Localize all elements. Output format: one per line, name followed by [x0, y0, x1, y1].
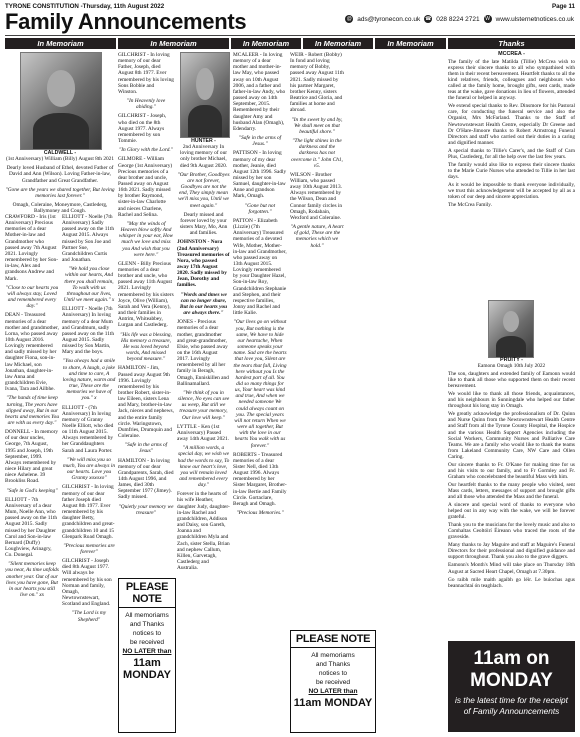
- pruity-para-5: Our heartfelt thanks to the many people who visited, sent Mass cards, letters, messages of support and brought gifts and all those who attended the Mass and the funeral.: [448, 481, 575, 500]
- page-title: Family Announcements: [5, 9, 247, 34]
- mccrea-para-4: The family would also like to express their sincere thanks to the Marie Curie Nurses who attended to Tillie in her last days.: [448, 161, 575, 180]
- notice-hamilton-a: HAMILTON - Jim, Passed away August 9th 1996. Lovingly remembered by his brother Robert, sister-in-law Eileen, sisters Lena and Mary, brother-in-law Jack, nieces and nephews, and the entire family circle. Waringstown, Dumfries, Drumquin and Coleraine.: [118, 365, 174, 440]
- hunter-text: Dearly missed and forever loved by your sisters Mary, Mo, Ann and families.: [179, 211, 228, 237]
- pruity-para-8: Many thanks to Jay Maguire and staff at Maguire's Funeral Directors for their professional and dignified guidance and support throughout. Thank you also to the grave diggers.: [448, 542, 575, 561]
- column-f: [290, 52, 344, 342]
- section-band-in-memoriam-2: In Memoriam: [118, 38, 229, 49]
- please-note-heading: PLEASE NOTE: [291, 631, 375, 648]
- page-number: Page 11: [551, 3, 575, 10]
- verse-gilchrist-a: "Precious memories are forever": [63, 542, 115, 555]
- verse-roberts: "Precious Memories.": [236, 510, 284, 517]
- notice-gilchrist-a: GILCHRIST - In loving memory of our dear father Joseph died August 8th 1977. Ever remembered by his daughter Betty, grandchildren and great-grandchildren 10 and 15 Glenpark Road Omagh.: [62, 484, 115, 540]
- caldwell-place: Omagh, Coleraine, Moneymore, Castlederg, Ballymoney and Cough.: [12, 202, 108, 215]
- thanks-mccrea: [448, 51, 575, 296]
- mccrea-para-5: As it would be impossible to thank everyone individually, we trust this acknowledgement will be accepted by all as a token of our deep and sincere appreciation.: [448, 181, 575, 201]
- pruity-para-10: Go raibh mile maith agaibh go léir. Le buíochas agus beannachtaí ón teaghlach.: [448, 576, 575, 589]
- notice-elliott-d: ELLIOTT - (7th Anniversary) In loving memory of Granny Noelle Elliott, who died on 11th August 2015. Always remembered by her Granddaughters Sarah and Laura Porter.: [62, 404, 114, 454]
- verse-gilmore: "May the winds of Heaven blow softly And whisper in your ear, How much we love and miss you And wish that you were here.": [118, 220, 174, 258]
- verse-jones: "We think of you in silence, No eyes can see us weep, But still we treasure your memory, Our love will keep.": [177, 389, 230, 421]
- thanks-pruity: [448, 357, 575, 639]
- please-note-line-2: and Thanks: [315, 661, 351, 668]
- paper-dateline: TYRONE CONSTITUTION -Thursday, 11th August 2022: [5, 3, 165, 10]
- pruity-para-1: The son, daughters and extended family of Eamonn would like to thank all those who supported them on their recent bereavement.: [448, 371, 575, 390]
- hunter-photo: [180, 52, 230, 138]
- please-note-line-3: notices to: [132, 630, 162, 637]
- column-e: [233, 52, 287, 627]
- verse-weir-2: "The light shines in the darkness and the darkness has not overcome it." John Ch1, v5.: [291, 138, 343, 169]
- deadline-line-1: 11am on: [473, 648, 550, 669]
- pruity-para-6: A sincere and special word of thanks to everyone who helped out in any way with the wake, we will be forever grateful.: [448, 502, 575, 521]
- please-note-line-3: notices to: [318, 670, 348, 677]
- verse-elliott-c: "You always had a smile to share, A laugh, a joke and time to care, A loving nature, warm and true, These are the memories we have of you." x: [62, 358, 116, 402]
- hunter-heading: HUNTER -: [191, 138, 216, 144]
- notice-mcaleer: MCALEER - In loving memory of a dear mother and mother-in-law May, who passed away on 10th August 2006, and a father and father-in-law Andy, who passed away on 14th September, 2015. Remembered by their daughter Amy and husband Alan (Omagh), Edendarry.: [233, 52, 286, 132]
- pruity-photo: [488, 300, 534, 358]
- deadline-line-2: MONDAY: [470, 670, 553, 691]
- pruity-para-7: Thank you to the musicians for the lovely music and also to Comhaltas Ceoltóirí Éireann who traced the roots of the graveside.: [448, 522, 575, 541]
- web-icon: W: [485, 16, 490, 22]
- verse-wilson: "A gentle nature, A heart of gold, These are the memories which we hold.": [290, 224, 344, 249]
- contact-phone[interactable]: 028 8224 2721: [436, 15, 480, 23]
- section-band-in-memoriam-5: In Memoriam: [375, 38, 446, 49]
- verse-gilchrist-c: "In Heavenly love abiding.": [126, 98, 166, 111]
- notice-weir: WEIR - Robert (Bobby) In fond and loving memory of Bobby, passed away August 11th 2021. Sadly missed by his partner Margaret, brother Kenny, sisters Beatrice and Gloria, and families at home and abroad.: [290, 52, 344, 114]
- notice-patton: PATTON - Elizabeth (Lizzie) (7th Anniversary) Treasured memories of a devoted Wife, Mother, Mother-in-law and Grandmother, who passed away on 13th August 2015. Lovingly remembered by your Daughter Hazel, Son-in-law Roy, Grandchildren Stephanie and Stephen, and their respective families, Jonny and Rachel and little Kalie.: [233, 217, 287, 317]
- notice-elliott-c: ELLIOTT - Noelle (7th Anniversary) In loving memory of a dear Mum and Grandmum, sadly passed away on the 11th August 2015. Sadly missed by Son Martin, Mary and the boys.: [62, 306, 115, 356]
- contact-strip: [345, 15, 574, 23]
- notice-crawford: CRAWFORD - Iris (1st Anniversary) Precious memories of a dear Mother-in-law and Grandmother who passed away 7th August 2021. Lovingly remembered by her Son-in-law, Alex and grandsons Andrew and Mark.: [5, 214, 58, 282]
- verse-hamilton-b: "Quietly your memory we treasure": [118, 503, 174, 516]
- verse-mcaleer: "Safe in the arms of Jesus.": [238, 135, 282, 148]
- column-a: [5, 214, 59, 734]
- pruity-sub: Eamonn Omagh 10th July 2022: [477, 363, 546, 370]
- caldwell-text: Dearly loved Husband of Ethel, devoted Father of David and Ann (Wilson). Loving Father-in-law, Grandfather and Great Grandfather.: [6, 165, 114, 184]
- column-b: [62, 214, 116, 734]
- column-c: [118, 52, 174, 572]
- verse-donnell: "Safe in God's keeping": [6, 487, 58, 494]
- please-note-line-4: be received: [315, 679, 351, 686]
- please-note-time: 11am MONDAY: [293, 697, 373, 709]
- verse-hamilton-a: "Safe in the arms of Jesus": [124, 442, 168, 455]
- please-note-box-2: [290, 630, 376, 733]
- notice-elliott-b: ELLIOTT - Noelle (7th Anniversary) Sadly passed away on the 11th August 2015. Always missed by Son Joe and Partner Sue, Grandchildren Curtis and Jonathan.: [62, 214, 115, 264]
- please-note-box-1: [118, 578, 176, 733]
- verse-patton: "Our lives go on without you, But nothing is the same, We have to hide our heartache, When someone speaks your name. Sad are the hearts that love you, Silent are the tears that fall, Living here without you Is the hardest part of all. You did so many things for us, Your heart was kind and true, And when we needed someone We could always count on you. The special years will not return When we were all together, But with the love in our hearts You walk with us forever.": [233, 319, 287, 449]
- please-note-line-4: be received: [129, 639, 165, 646]
- pruity-para-4: Our sincere thanks to Fr. O'Kane for making time for us and his visits to our family, and to Fr Gormley and Fr. Graham who concelebrated the beautiful Mass with him.: [448, 461, 575, 480]
- mccrea-para-2: We extend special thanks to Rev. Dinsmore for his Pastoral care, for conducting the funeral service and also the Organist, Mrs McFarland. Thanks to the Staff of Newtownstewart Health Centre, especially Dr Greene and Dr O'Hare-Jimoore thanks to Robert Armstrong Funeral Directors and staff who carried out their duties in a caring and dignified manner.: [448, 103, 575, 146]
- mccrea-heading: MCCREA -: [498, 51, 525, 57]
- notice-gilmore: GILMORE - William George (1st Anniversary) Precious memories of a dear brother and uncle, Passed away on August 16th 2021. Sadly missed by brother Raymond, sister-in-law Charlotte and nieces Charlene, Rachel and Selina.: [118, 156, 173, 218]
- please-note-line-1: All memoriams: [125, 612, 169, 619]
- please-note-time: 11am MONDAY: [123, 657, 171, 681]
- please-note-heading: PLEASE NOTE: [119, 579, 175, 608]
- mccrea-para-1: The family of the late Matilda (Tillie) McCrea wish to express their sincere thanks to all who sympathised with them in their recent bereavement. Heartfelt thanks to all the kind relatives, friends, colleagues and neighbours who called at the family home, brought gifts, sent cards, made teas at the wake, gave donations in lieu of flowers, attended the funeral or helped in anyway.: [448, 59, 575, 102]
- caldwell-photo: [20, 52, 102, 150]
- please-note-line-2: and Thanks: [129, 621, 165, 628]
- please-note-no-later: NO LATER than: [122, 648, 172, 655]
- verse-gilchrist-d: "In Glory with the Lord.": [118, 147, 174, 154]
- please-note-no-later: NO LATER than: [308, 688, 358, 695]
- notice-elliott-a: ELLIOTT - 7th Anniversary of a dear Mum, Noelle Ann, who passed away on the 11th August 2015. Sadly missed by her Daughter Carol and Son-in-law Bernard (Duffy) Loughview, Arinagry, Co. Donegal.: [5, 496, 58, 559]
- email-icon: @: [346, 16, 352, 22]
- mccrea-sign: The McCrea Family.: [448, 202, 492, 209]
- caldwell-sub: (1st Anniversary) William (Billy) August 8th 2021: [5, 156, 115, 163]
- pruity-para-9: Eamonn's Month's Mind will take place on Thursday 18th August at Sacred Heart Chapel, Omagh at 7.30pm.: [448, 562, 575, 575]
- notice-gilchrist-c: GILCHRIST - In loving memory of our dear Father, Joseph, died August 8th 1977. Ever remembered by his loving Sons Bobbie and Winston.: [118, 52, 174, 95]
- hunter-sub: 2nd Anniversary In loving memory of our only brother Michael, died 9th August 2020.: [179, 144, 228, 169]
- verse-pattison: "Gone but not forgotten.": [244, 202, 276, 215]
- section-band-in-memoriam-1: In Memoriam: [5, 38, 116, 49]
- section-band-in-memoriam-3: In Memoriam: [231, 38, 301, 49]
- section-band-thanks: Thanks: [448, 38, 575, 49]
- pruity-para-3: We greatly acknowledge the professionalism of Dr. Quinn and Nurse Quinn from the Newtownstewart Health Centre and Staff from all the Tyrone County Hospital, the Hospice and the various Health Support Agencies including the Social Workers, Community Nurses and Palliative Care Teams. We are a family who would like to thank the teams from Lakeland Community Care, NW Care and Ollen Caring.: [448, 411, 575, 460]
- verse-glenn: "His life was a blessing, His memory a treasure, He was loved beyond words, And missed beyond measure.": [120, 331, 172, 363]
- notice-dean: DEAN - Treasured memories of a dear mother and grandmother, Lorna, who passed away 10th August 2016. Lovingly remembered and sadly missed by her daughter Fiona, son-in-law Michael, son Jonathan, daughter-in-law Anna and grandchildren Evie, Ivana, Tara and Ailbhe.: [5, 312, 59, 393]
- caldwell-heading: CALDWELL -: [43, 150, 77, 156]
- notice-donnell: DONNELL - In memory of our dear uncles, George, 7th August, 1995 and Joseph, 19th September, 1999. Always remembered by niece Hilary and great niece Ashelene. 39 Brookliss Road.: [5, 429, 59, 485]
- notice-glenn: GLENN - Billy Precious memories of a dear brother and uncle, who passed away 11th August 2021. Lovingly remembered by his sisters Joyce, Olive (William), Sarah and Vera (Kenny), and their families in Antrim, Whiteabbey, Lurgan and Castlederg.: [118, 260, 174, 329]
- column-d: [177, 138, 230, 733]
- hunter-verse: "Our Brother, Goodbyes are not forever, Goodbyes are not the end, They simply mean we'll miss you, Until we meet again.": [177, 171, 230, 209]
- notice-gilchrist-d: GILCHRIST - Joseph, who died on the 8th August 1977. Always remembered by son Tommie.: [118, 113, 167, 145]
- contact-email[interactable]: ads@tyronecon.co.uk: [357, 15, 421, 23]
- contact-web[interactable]: www.ulsternetnotices.co.uk: [495, 15, 574, 23]
- verse-dean: "The hands of time keep turning, The years have slipped away, But in our hearts and memories You are with us every day.": [5, 395, 59, 426]
- notice-lyttle: LYTTLE - Ken (1st Anniversary) Passed away 14th August 2021.: [177, 423, 229, 443]
- verse-lyttle: "A million words, a special day, we wish we had the words to say, To know our heart's love, you will remain loved and remembered every day.": [177, 445, 230, 489]
- lyttle-text: Forever in the hearts of his wife Heather, daughter Judy, daughter-in-law Rachel and grandchildren, Addison and Daisy, son Gareth, Joanna and grandchildren Myla and Zach, sister Stella, Brian and nephew Callum, Killen, Garvetagh, Castlederg and Australia.: [177, 491, 230, 572]
- notice-gilchrist-b: GILCHRIST - Joseph died 8th August 1977. Will always be remembered by his son Norman and family, Omagh, Newtownstewart, Scotland and England.: [62, 558, 112, 608]
- notice-johnston: JOHNSTON - Nora (2nd Anniversary) Treasured memories of Nora, who passed away 17th August 2020. Sadly missed by Jean, Dorothy and families.: [177, 239, 230, 289]
- mccrea-para-3: A special thanks to Tillie's Carer's, and the Staff of Carn Plus, Castlederg, for all the help over the last few years.: [448, 147, 575, 160]
- verse-johnston: "Words and times we can no longer share, But in our hearts you are always there.": [179, 291, 228, 317]
- verse-gilchrist-b: "The Lord is my Shepherd": [71, 610, 107, 623]
- verse-elliott-a: "Silent memories keep you near, As time unfolds another year. Out of our lives you have gone, But in our hearts you still live on." xx: [5, 561, 59, 599]
- notice-jones: JONES - Precious memories of a dear mother, grandmother and great-grandmother, Elsie, who passed away on the 16th August 2017. Lovingly remembered by all her family in Beragh, Omagh, Enniskillen and Ballinamallard.: [177, 319, 229, 387]
- notice-pattison: PATTISON - In loving memory of my dear mother, Jeanie, died August 12th 1996. Sadly missed by her son Samuel, daughter-in-law Anne and grandson Mark, Omagh.: [233, 150, 287, 200]
- notice-roberts: ROBERTS - Treasured memories of a dear Sister Nell, died 13th August 1996. Always remembered by her Sister Margaret, Brother-in-law Bertie and Family Circle. Gortaclare, Beragh and Omagh.: [233, 451, 287, 507]
- pruity-heading: PRUITY -: [500, 357, 523, 363]
- verse-elliott-d: "We will miss you so much, You are always in our hearts. Love you Granny xoxoxo": [62, 456, 115, 482]
- deadline-line-3: is the latest time for the receipt of Family Announcements: [455, 695, 568, 716]
- pruity-para-2: We would like to thank all those friends, acquaintances, and his neighbours in Sunningdale who helped our father throughout his long stay in Omagh.: [448, 391, 575, 410]
- caldwell-verse: "Gone are the years we shared together, But loving memories last forever.": [5, 186, 115, 199]
- header-rule: [5, 35, 575, 36]
- phone-icon: ☎: [425, 16, 432, 22]
- verse-crawford: "Close to our hearts you will always stay, Loved and remembered every day.": [5, 284, 59, 310]
- verse-elliott-b: "We hold you close within our hearts, And there you shall remain, To walk with us throughout our lives, Until we meet again." x: [63, 266, 115, 304]
- caldwell-notice: [5, 150, 115, 217]
- please-note-line-1: All memoriams: [311, 652, 355, 659]
- notice-wilson: WILSON - Brother William, who passed away 10th August 2013. Always remembered by the Wilson, Dean and Connor family circles in Omagh, Rodabain, Wexford and Coleraine.: [290, 171, 343, 221]
- notice-hamilton-b: HAMILTON - In loving memory of our dear Grandparents, Sarah, died 14th August 1996, and James, died 30th September 1977 (Jimey). Sadly missed.: [118, 457, 174, 501]
- verse-weir: "In the sweet by and by, We shall meet on that beautiful shore.": [291, 116, 343, 135]
- section-band-in-memoriam-4: In Memoriam: [303, 38, 373, 49]
- deadline-box: [448, 641, 575, 732]
